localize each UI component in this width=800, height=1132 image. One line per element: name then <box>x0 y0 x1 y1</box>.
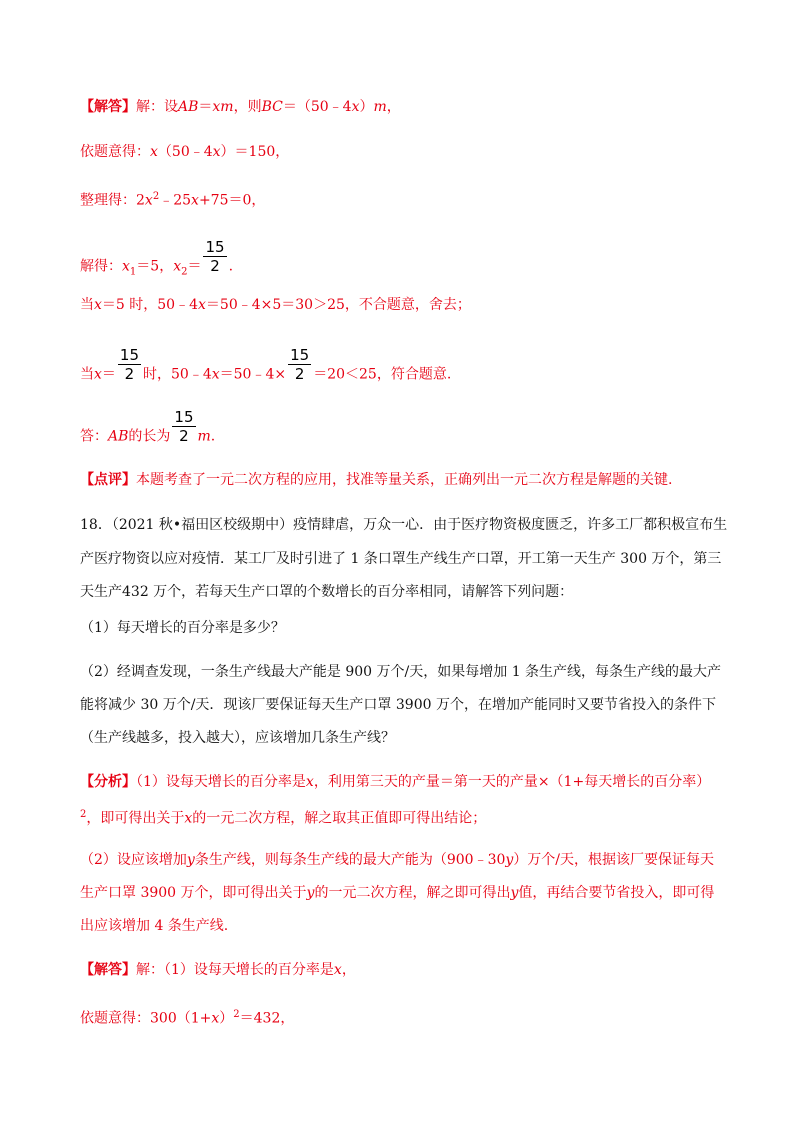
var-y: y <box>186 852 195 868</box>
text: ＝50﹣4×5＝30＞25，不合题意，舍去； <box>205 297 471 313</box>
analysis-line-5: 出应该增加 4 条生产线. <box>80 918 229 934</box>
var-x: x <box>173 258 182 275</box>
text: ﹣25 <box>159 192 192 209</box>
text: 的一元二次方程，解之取其正值即可得出结论； <box>192 810 487 827</box>
answer-line <box>80 408 216 455</box>
text: ， <box>386 99 401 115</box>
text: ＝ <box>187 258 202 275</box>
text: 的长为 <box>128 428 171 445</box>
var-ab: AB <box>178 99 199 115</box>
fraction-15-2 <box>203 238 226 275</box>
var-x: x <box>198 297 206 313</box>
text: （1）设每天增长的百分率是 <box>136 774 306 790</box>
text: 答： <box>80 428 108 445</box>
text: ＝20＜25，符合题意. <box>313 366 452 383</box>
question-part-2-line-3: （生产线越多，投入越大），应该增加几条生产线？ <box>80 730 395 746</box>
text: 依题意得： <box>80 144 150 160</box>
solution-line-6 <box>80 346 452 393</box>
solution-18-line-2 <box>80 1005 294 1029</box>
text: 解：设 <box>136 99 178 115</box>
text: 整理得：2 <box>80 192 145 209</box>
text: 值，再结合要节省投入，即可得 <box>518 885 715 901</box>
var-y: y <box>306 885 315 901</box>
solution-tag: 【解答】 <box>80 99 136 115</box>
text: 依题意得：300（1+ <box>80 1010 212 1027</box>
comment-tag: 【点评】 <box>80 472 136 488</box>
text: 的一元二次方程，解之即可得出 <box>314 885 511 901</box>
text: ）万个/天，根据该厂要保证每天 <box>513 852 715 868</box>
numerator: 15 <box>174 408 194 426</box>
text: （2）设应该增加 <box>80 852 187 868</box>
var-m: m <box>373 99 387 115</box>
var-x: x <box>144 192 153 209</box>
comment-text: 本题考查了一元二次方程的应用，找准等量关系，正确列出一元二次方程是解题的关键. <box>136 472 673 488</box>
text: 解得： <box>80 258 122 275</box>
text: ＝5， <box>136 258 174 275</box>
var-x: x <box>212 144 221 160</box>
var-bc: BC <box>261 99 283 115</box>
denominator: 2 <box>210 257 220 275</box>
var-x: x <box>191 192 199 209</box>
text: （50﹣4 <box>157 144 213 160</box>
numerator: 15 <box>119 346 139 364</box>
var-x: x <box>211 1010 220 1027</box>
var-x: x <box>94 366 102 383</box>
text: 时，50﹣4 <box>143 366 212 383</box>
var-y: y <box>510 885 519 901</box>
question-part-2-line-2: 能将减少 30 万个/天．现该厂要保证每天生产口罩 3900 万个，在增加产能同时又要节省投入的条件下 <box>80 697 716 713</box>
var-x: x <box>94 297 102 313</box>
question-part-2-line-1: （2）经调查发现，一条生产线最大产能是 900 万个/天，如果每增加 1 条生产线，每条生产线的最大产 <box>80 664 722 680</box>
text: ） <box>219 1010 234 1027</box>
solution-line-4 <box>80 238 234 285</box>
text: ，即可得出关于 <box>86 810 185 827</box>
denominator: 2 <box>294 365 305 383</box>
denominator: 2 <box>179 427 189 445</box>
text: . <box>228 258 234 275</box>
var-x: x <box>150 144 158 160</box>
solution-line-3 <box>80 187 265 211</box>
superscript: 2 <box>80 809 87 820</box>
question-18-line-2: 产医疗物资以应对疫情．某工厂及时引进了 1 条口罩生产线生产口罩，开工第一天生产 300 万个，第三 <box>80 551 722 567</box>
text: . <box>210 428 216 445</box>
var-x: x <box>122 258 130 275</box>
var-x: x <box>211 366 220 383</box>
analysis-tag: 【分析】 <box>80 774 136 790</box>
question-18-line-1: 18．（2021 秋•福田区校级期中）疫情肆虐，万众一心．由于医疗物资极度匮乏，许多工厂都积极宣布生 <box>80 517 728 533</box>
fraction-15-2 <box>288 346 311 383</box>
text: ＝5 时，50﹣4 <box>101 297 198 313</box>
text: ＝（50﹣4 <box>282 99 352 115</box>
text: ＝ <box>101 366 116 383</box>
text: 条生产线，则每条生产线的最大产能为（900﹣30 <box>194 852 506 868</box>
superscript: 2 <box>152 191 160 202</box>
comment-line <box>80 470 672 490</box>
analysis-line-2 <box>80 805 486 829</box>
var-x: x <box>184 810 193 827</box>
analysis-line-3 <box>80 850 714 870</box>
solution-tag: 【解答】 <box>80 962 136 978</box>
text: ＝432， <box>239 1010 295 1027</box>
solution-line-2 <box>80 142 289 162</box>
numerator: 15 <box>290 346 310 364</box>
var-x: x <box>351 99 360 115</box>
solution-18-line-1 <box>80 960 356 980</box>
var-y: y <box>505 852 514 868</box>
question-18-line-3: 天生产432 万个，若每天生产口罩的个数增长的百分率相同，请解答下列问题： <box>80 584 574 600</box>
denominator: 2 <box>124 365 135 383</box>
text: +75＝0， <box>198 192 266 209</box>
text: 当 <box>80 297 94 313</box>
question-part-1: （1）每天增长的百分率是多少？ <box>80 620 285 636</box>
text: 解：（1）设每天增长的百分率是 <box>136 962 334 978</box>
text: 当 <box>80 366 94 383</box>
text: ＝50﹣4× <box>219 366 287 383</box>
text: ＝ <box>198 99 213 115</box>
text: ）＝150， <box>220 144 290 160</box>
fraction-15-2 <box>118 346 141 383</box>
superscript: 2 <box>233 1009 240 1020</box>
fraction-15-2 <box>172 408 195 445</box>
text: ，利用第三天的产量＝第一天的产量×（1+每天增长的百分率） <box>313 774 711 790</box>
subscript: 1 <box>129 266 137 278</box>
var-x: x <box>333 962 342 978</box>
analysis-line-1 <box>80 772 710 792</box>
var-xm: xm <box>212 99 234 115</box>
var-m: m <box>197 428 211 445</box>
text: ， <box>341 962 356 978</box>
text: ，则 <box>233 99 262 115</box>
var-x: x <box>305 774 314 790</box>
subscript: 2 <box>181 266 188 278</box>
text: ） <box>359 99 374 115</box>
var-ab: AB <box>108 428 129 445</box>
text: 生产口罩 3900 万个，即可得出关于 <box>80 885 307 901</box>
analysis-line-4 <box>80 883 714 903</box>
solution-line-5 <box>80 295 471 315</box>
numerator: 15 <box>205 238 225 256</box>
solution-line-1 <box>80 97 401 117</box>
